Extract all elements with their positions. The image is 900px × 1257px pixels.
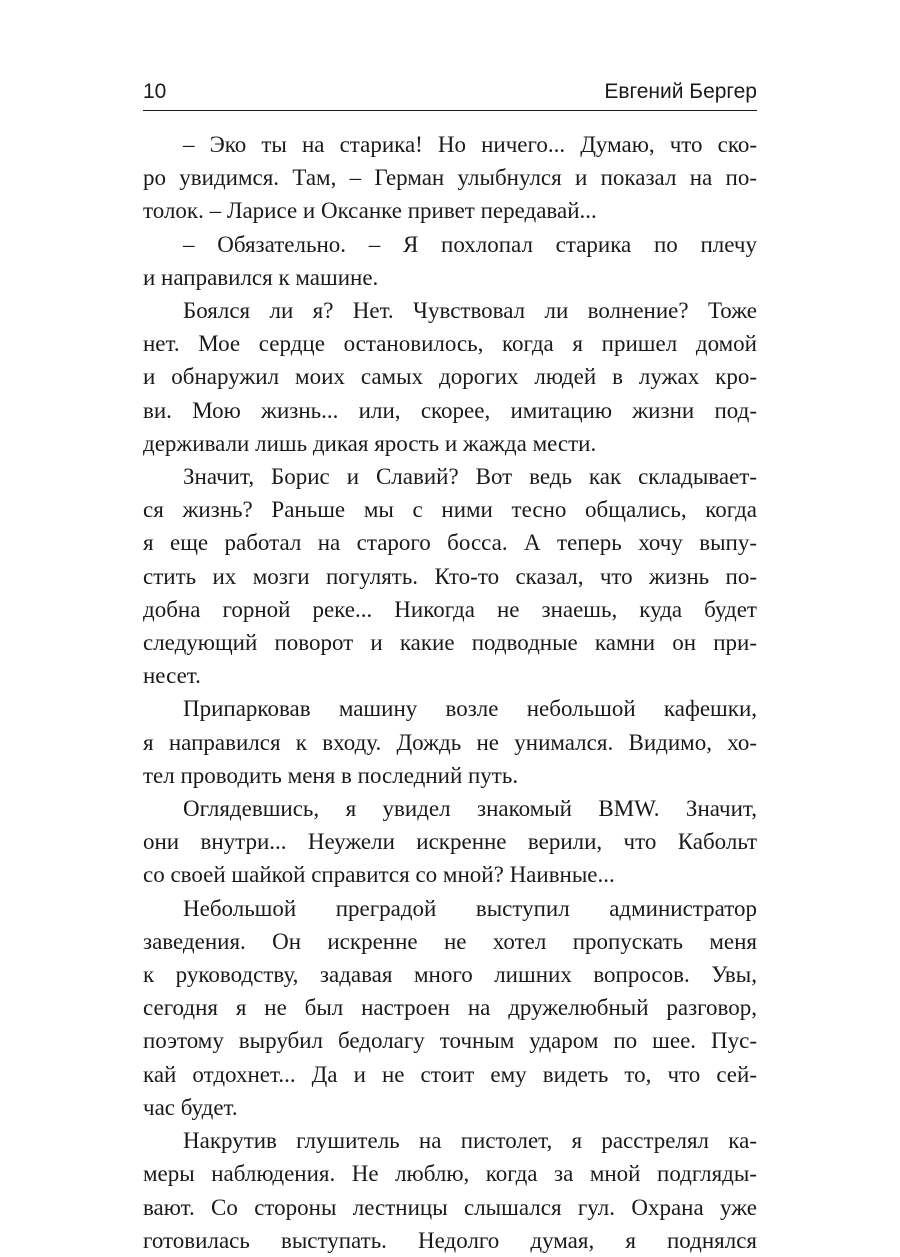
text-line: – Эко ты на старика! Но ничего... Думаю, что ско- bbox=[183, 132, 757, 157]
text-line: вают. Со стороны лестницы слышался гул. Охрана уже bbox=[143, 1194, 757, 1220]
text-line: и обнаружил моих самых дорогих людей в лужах кро- bbox=[143, 364, 757, 390]
header-rule bbox=[143, 110, 757, 111]
paragraph bbox=[143, 892, 757, 1124]
text-line: следующий поворот и какие подводные камни он при- bbox=[143, 630, 757, 656]
paragraph bbox=[143, 228, 757, 294]
text-line: к руководству, задавая много лишних вопросов. Увы, bbox=[143, 962, 757, 988]
text-line: они внутри... Неужели искренне верили, что Кабольт bbox=[143, 829, 757, 855]
text-line: заведения. Он искренне не хотел пропускать меня bbox=[143, 928, 757, 954]
text-line: Боялся ли я? Нет. Чувствовал ли волнение? Тоже bbox=[183, 298, 757, 324]
paragraph bbox=[143, 460, 757, 692]
text-line: я направился к входу. Дождь не унимался. Видимо, хо- bbox=[143, 729, 757, 755]
text-line: ви. Мою жизнь... или, скорее, имитацию жизни под- bbox=[143, 397, 757, 423]
paragraph bbox=[143, 792, 757, 892]
text-line: тел проводить меня в последний путь. bbox=[143, 762, 519, 788]
text-line: Небольшой преградой выступил администратор bbox=[183, 895, 757, 921]
text-line: добна горной реке... Никогда не знаешь, куда будет bbox=[143, 596, 757, 622]
text-line: Оглядевшись, я увидел знакомый BMW. Значит, bbox=[183, 796, 757, 822]
text-line: Припарковав машину возле небольшой кафешки, bbox=[183, 696, 757, 722]
text-line: готовилась выступать. Недолго думая, я поднялся bbox=[143, 1227, 757, 1253]
page-number: 10 bbox=[143, 80, 167, 103]
text-line: толок. – Ларисе и Оксанке привет передавай... bbox=[143, 198, 597, 224]
text-line: ро увидимся. Там, – Герман улыбнулся и показал на по- bbox=[143, 165, 757, 191]
text-line: Накрутив глушитель на пистолет, я расстрелял ка- bbox=[183, 1128, 757, 1154]
paragraph bbox=[143, 128, 757, 228]
text-line: сегодня я не был настроен на дружелюбный разговор, bbox=[143, 995, 757, 1021]
text-line: Значит, Борис и Славий? Вот ведь как складывает- bbox=[183, 464, 757, 490]
text-line: поэтому вырубил бедолагу точным ударом по шее. Пус- bbox=[143, 1028, 757, 1054]
text-line: нет. Мое сердце остановилось, когда я пришел домой bbox=[143, 331, 757, 357]
text-line: со своей шайкой справится со мной? Наивные... bbox=[143, 862, 615, 888]
text-line: я еще работал на старого босса. А теперь хочу выпу- bbox=[143, 530, 757, 556]
paragraph bbox=[143, 1124, 757, 1257]
text-line: меры наблюдения. Не люблю, когда за мной подгляды- bbox=[143, 1161, 757, 1187]
author-name: Евгений Бергер bbox=[604, 80, 757, 103]
body-text bbox=[143, 128, 757, 1257]
text-line: и направился к машине. bbox=[143, 264, 379, 290]
paragraph bbox=[143, 692, 757, 792]
running-header bbox=[143, 74, 757, 104]
text-line: держивали лишь дикая ярость и жажда мести. bbox=[143, 430, 597, 456]
text-line: ся жизнь? Раньше мы с ними тесно общались, когда bbox=[143, 497, 757, 523]
paragraph bbox=[143, 294, 757, 460]
text-line: час будет. bbox=[143, 1094, 238, 1120]
text-line: – Обязательно. – Я похлопал старика по плечу bbox=[183, 231, 757, 257]
text-line: несет. bbox=[143, 663, 201, 689]
text-line: кай отдохнет... Да и не стоит ему видеть то, что сей- bbox=[143, 1061, 757, 1087]
text-line: стить их мозги погулять. Кто-то сказал, что жизнь по- bbox=[143, 563, 757, 589]
